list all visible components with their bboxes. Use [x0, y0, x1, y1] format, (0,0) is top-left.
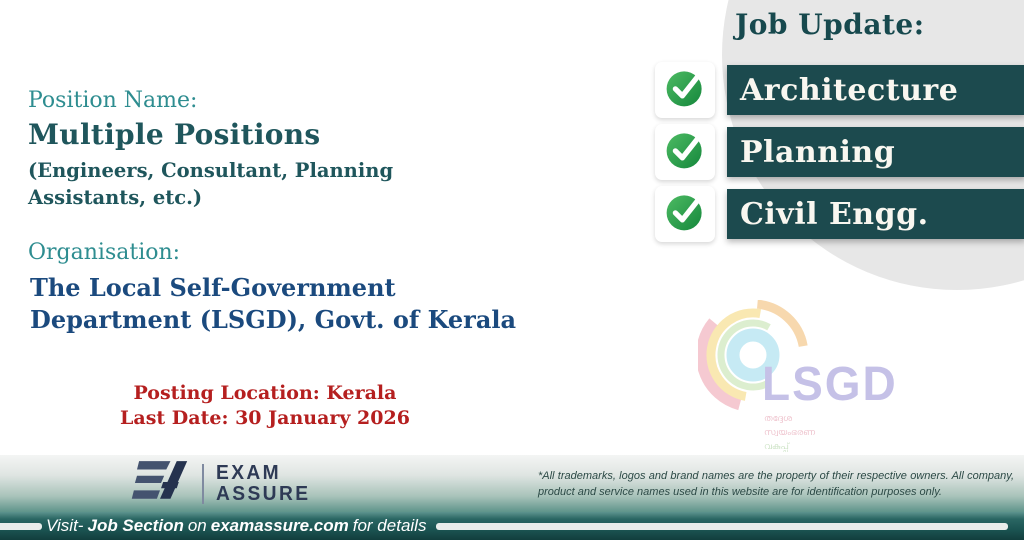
brand-name-line2: ASSURE	[216, 483, 311, 505]
lsgd-malayalam-line1: തദ്ദേശ	[764, 414, 793, 424]
job-tag-bar	[727, 189, 1024, 239]
organisation-name-line2: Department (LSGD), Govt. of Kerala	[30, 304, 517, 334]
exam-assure-logo	[128, 459, 314, 509]
job-tag-row	[655, 186, 1024, 242]
lsgd-malayalam-text	[764, 412, 815, 454]
posting-details	[55, 381, 475, 430]
job-tag-label: Civil Engg.	[740, 196, 929, 232]
organisation-label: Organisation:	[28, 240, 181, 265]
job-tag-label: Architecture	[740, 72, 959, 108]
check-card	[655, 186, 715, 242]
lsgd-malayalam-line3: വകുപ്പ്	[764, 442, 789, 452]
position-title: Multiple Positions	[28, 118, 321, 151]
job-tag-label: Planning	[740, 134, 896, 170]
check-circle-icon	[664, 67, 706, 113]
last-date: Last Date: 30 January 2026	[120, 406, 410, 429]
left-dash	[0, 523, 42, 530]
lsgd-logo	[698, 300, 918, 460]
footer-tail-text: for details	[352, 516, 427, 535]
brand-name-line1: EXAM	[216, 462, 282, 484]
right-dash	[436, 523, 1008, 530]
footer-site-text: examassure.com	[210, 516, 349, 535]
ea-monogram-icon	[128, 459, 192, 509]
organisation-name	[30, 272, 516, 336]
check-circle-icon	[664, 129, 706, 175]
position-subtitle-line2: Assistants, etc.)	[28, 185, 203, 209]
brand-name	[216, 463, 310, 505]
organisation-name-line1: The Local Self-Government	[30, 273, 396, 302]
footer-visit-text: Visit-	[46, 516, 84, 535]
job-tag-bar	[727, 65, 1024, 115]
job-tag-bar	[727, 127, 1024, 177]
footer-job-section-text: Job Section	[87, 516, 184, 535]
check-circle-icon	[664, 191, 706, 237]
posting-location: Posting Location: Kerala	[133, 382, 397, 404]
footer-strip	[0, 455, 1024, 512]
bottom-bar	[0, 512, 1024, 540]
disclaimer-text: *All trademarks, logos and brand names are the property of their respective owners. All company, product and service names used in this website are for identification purposes only.	[538, 470, 1014, 498]
check-card	[655, 62, 715, 118]
check-card	[655, 124, 715, 180]
position-name-label: Position Name:	[28, 88, 198, 113]
logo-divider	[202, 464, 204, 504]
lsgd-malayalam-line2: സ്വയംഭരണ	[764, 428, 816, 438]
position-subtitle-line1: (Engineers, Consultant, Planning	[28, 159, 394, 182]
job-tag-row	[655, 124, 1024, 180]
lsgd-logo-text: LSGD	[762, 355, 898, 411]
position-subtitle	[28, 158, 393, 212]
job-tag-row	[655, 62, 1024, 118]
footer-on-text: on	[187, 516, 207, 535]
job-update-title: Job Update:	[735, 8, 925, 41]
